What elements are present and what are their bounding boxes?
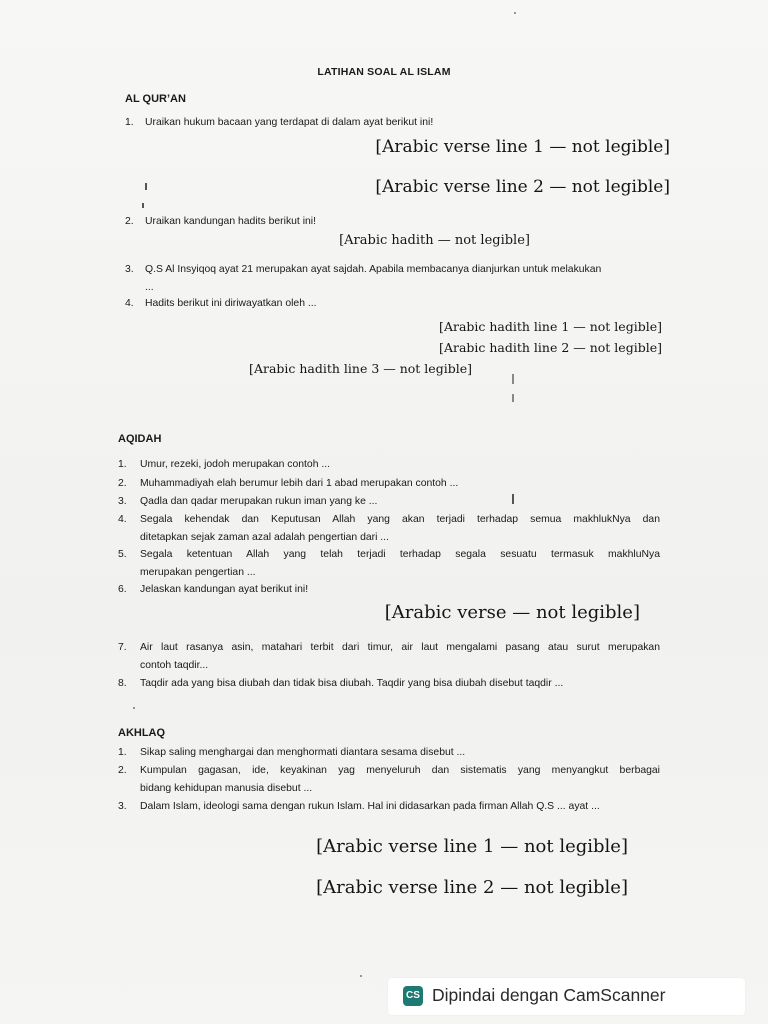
question-number: 4. [125,298,134,309]
scan-speck [514,12,516,14]
scan-mark [512,374,514,384]
question-text: Hadits berikut ini diriwayatkan oleh ... [145,298,317,309]
question-number: 6. [118,584,127,595]
section-heading-alquran: AL QUR’AN [125,93,186,105]
question-text: Uraikan kandungan hadits berikut ini! [145,216,316,227]
question-number: 3. [118,801,127,812]
arabic-verse-line: [Arabic verse line 1 — not legible] [375,137,670,157]
question-text: Q.S Al Insyiqoq ayat 21 merupakan ayat sajdah. Apabila membacanya dianjurkan untuk melakukan [145,264,602,275]
question-text: Taqdir ada yang bisa diubah dan tidak bisa diubah. Taqdir yang bisa diubah disebut taqdir ... [140,678,564,689]
scan-mark [512,394,514,402]
question-number: 3. [118,496,127,507]
question-text: Qadla dan qadar merupakan rukun iman yang ke ... [140,496,378,507]
arabic-hadith-line: [Arabic hadith line 2 — not legible] [439,340,662,355]
arabic-verse: [Arabic verse — not legible] [384,602,640,623]
question-number: 3. [125,264,134,275]
camscanner-logo-icon: CS [403,986,423,1006]
scan-mark [142,203,144,208]
question-text: Umur, rezeki, jodoh merupakan contoh ... [140,459,331,470]
question-number: 1. [118,747,127,758]
question-continuation: ... [145,282,154,293]
question-number: 7. [118,642,127,653]
question-text: Jelaskan kandungan ayat berikut ini! [140,584,309,595]
question-text: Uraikan hukum bacaan yang terdapat di dalam ayat berikut ini! [145,117,434,128]
question-number: 2. [125,216,134,227]
camscanner-text: Dipindai dengan CamScanner [432,985,666,1005]
arabic-verse-line: [Arabic verse line 1 — not legible] [316,836,628,857]
question-text-line: merupakan pengertian ... [140,567,256,578]
question-number: 5. [118,549,127,560]
document-title: LATIHAN SOAL AL ISLAM [317,66,451,78]
arabic-hadith: [Arabic hadith — not legible] [339,233,530,248]
question-text-line: Segala kehendak dan Keputusan Allah yang akan terjadi terhadap semua makhlukNya dan [140,514,660,525]
question-number: 8. [118,678,127,689]
question-text: Muhammadiyah elah berumur lebih dari 1 abad merupakan contoh ... [140,478,459,489]
question-number: 2. [118,478,127,489]
question-number: 2. [118,765,127,776]
scan-mark [512,494,514,504]
camscanner-badge [388,978,745,1015]
question-number: 4. [118,514,127,525]
question-text-line: Segala ketentuan Allah yang telah terjadi terhadap segala sesuatu termasuk makhluNya [140,549,660,560]
question-text-line: bidang kehidupan manusia disebut ... [140,783,313,794]
scan-mark [145,183,147,190]
question-text: Dalam Islam, ideologi sama dengan rukun Islam. Hal ini didasarkan pada firman Allah Q.S ... ayat ... [140,801,600,812]
arabic-verse-line: [Arabic verse line 2 — not legible] [316,877,628,898]
section-heading-akhlaq: AKHLAQ [118,727,166,739]
question-number: 1. [118,459,127,470]
scan-speck [133,707,135,709]
question-text-line: contoh taqdir... [140,660,209,671]
arabic-verse-line: [Arabic verse line 2 — not legible] [375,177,670,197]
question-text: Sikap saling menghargai dan menghormati diantara sesama disebut ... [140,747,466,758]
arabic-hadith-line: [Arabic hadith line 3 — not legible] [249,361,472,376]
question-text-line: Air laut rasanya asin, matahari terbit dari timur, air laut mengalami pasang atau surut merupakan [140,642,660,653]
question-text-line: Kumpulan gagasan, ide, keyakinan yag menyeluruh dan sistematis yang menyangkut berbagai [140,765,660,776]
question-number: 1. [125,117,134,128]
arabic-hadith-line: [Arabic hadith line 1 — not legible] [439,319,662,334]
scan-speck [360,975,362,977]
section-heading-aqidah: AQIDAH [118,433,162,445]
question-text-line: ditetapkan sejak zaman azal adalah pengertian dari ... [140,532,389,543]
